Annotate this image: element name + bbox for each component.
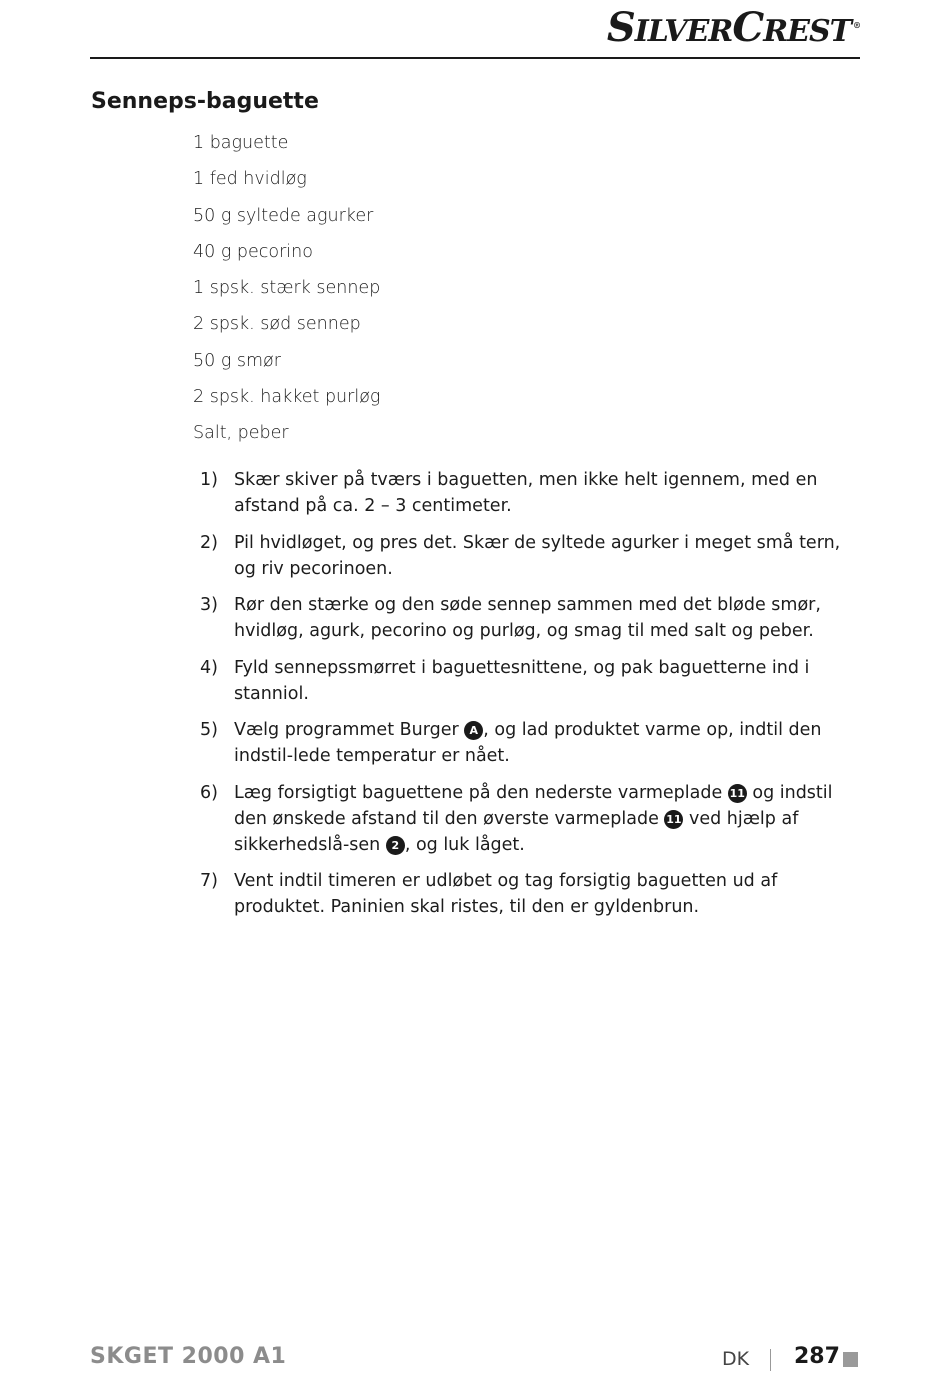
- instruction-steps: [200, 467, 860, 931]
- step-text: [234, 720, 821, 766]
- ingredient-item: 40 g pecorino: [193, 241, 313, 262]
- footer-model-name: SKGET 2000 A1: [90, 1344, 287, 1369]
- logo-text-ilver: ILVER: [634, 14, 733, 49]
- recipe-title: Senneps-baguette: [91, 89, 319, 114]
- step-item: [200, 655, 860, 707]
- ingredient-item: 1 fed hvidløg: [193, 169, 307, 190]
- program-a-ref-icon: A: [464, 721, 483, 740]
- header-divider: [90, 57, 860, 59]
- step-text: [234, 783, 833, 855]
- step-text: Vent indtil timeren er udløbet og tag forsigtig baguetten ud af produktet. Paninien skal ristes, til den er gyldenbrun.: [234, 871, 778, 917]
- step-text-part: og indstil den ønskede afstand til den øverste varmeplade: [234, 782, 833, 829]
- step-item: [200, 467, 860, 519]
- logo-text-rest: REST: [763, 14, 851, 49]
- step-item: [200, 868, 860, 920]
- ingredient-item: 1 spsk. stærk sennep: [193, 278, 381, 299]
- logo-letter-s: S: [606, 4, 635, 51]
- step-number: 4): [200, 657, 218, 678]
- footer-separator: [770, 1349, 771, 1371]
- step-text: Fyld sennepssmørret i baguettesnittene, og pak baguetterne ind i stanniol.: [234, 657, 810, 704]
- registered-mark: ®: [853, 20, 860, 30]
- step-number: 6): [200, 782, 218, 803]
- footer-language: DK: [722, 1348, 750, 1370]
- step-item: [200, 592, 860, 644]
- page-marker-square-icon: [843, 1352, 858, 1367]
- heating-plate-ref-icon: 11: [664, 810, 683, 829]
- safety-lock-ref-icon: 2: [386, 836, 405, 855]
- ingredient-list: [193, 130, 380, 457]
- step-text: Pil hvidløget, og pres det. Skær de syltede agurker i meget små tern, og riv pecorinoen.: [234, 532, 841, 579]
- heating-plate-ref-icon: 11: [728, 784, 747, 803]
- step-number: 1): [200, 470, 218, 490]
- ingredient-item: 50 g syltede agurker: [193, 205, 374, 226]
- step-number: 5): [200, 720, 218, 740]
- step-item: [200, 717, 860, 769]
- step-text-part: ved hjælp af sikkerhedslå-sen: [234, 808, 799, 855]
- ingredient-item: 2 spsk. sød sennep: [193, 314, 361, 335]
- page-number: 287: [794, 1344, 840, 1369]
- step-number: 2): [200, 532, 218, 553]
- step-number: 7): [200, 871, 218, 891]
- step-item: [200, 530, 860, 582]
- step-text-part: , og luk låget.: [404, 834, 525, 855]
- step-number: 3): [200, 595, 218, 615]
- step-item: [200, 780, 860, 858]
- ingredient-item: 2 spsk. hakket purløg: [193, 387, 381, 408]
- ingredient-item: Salt, peber: [193, 423, 289, 444]
- step-text-part: , og lad produktet varme op, indtil den indstil-lede temperatur er nået.: [234, 720, 822, 766]
- step-text: Rør den stærke og den søde sennep sammen med det bløde smør, hvidløg, agurk, pecorino og purløg, og smag til med salt og peber.: [234, 595, 821, 641]
- brand-logo: [607, 4, 860, 51]
- ingredient-item: 1 baguette: [193, 133, 289, 153]
- ingredient-item: 50 g smør: [193, 350, 281, 371]
- step-text-part: Læg forsigtigt baguettene på den nederste varmeplade: [234, 782, 728, 803]
- step-text: Skær skiver på tværs i baguetten, men ikke helt igennem, med en afstand på ca. 2 – 3 centimeter.: [234, 470, 818, 516]
- step-text-part: Vælg programmet Burger: [234, 720, 465, 740]
- logo-letter-c: C: [732, 4, 764, 51]
